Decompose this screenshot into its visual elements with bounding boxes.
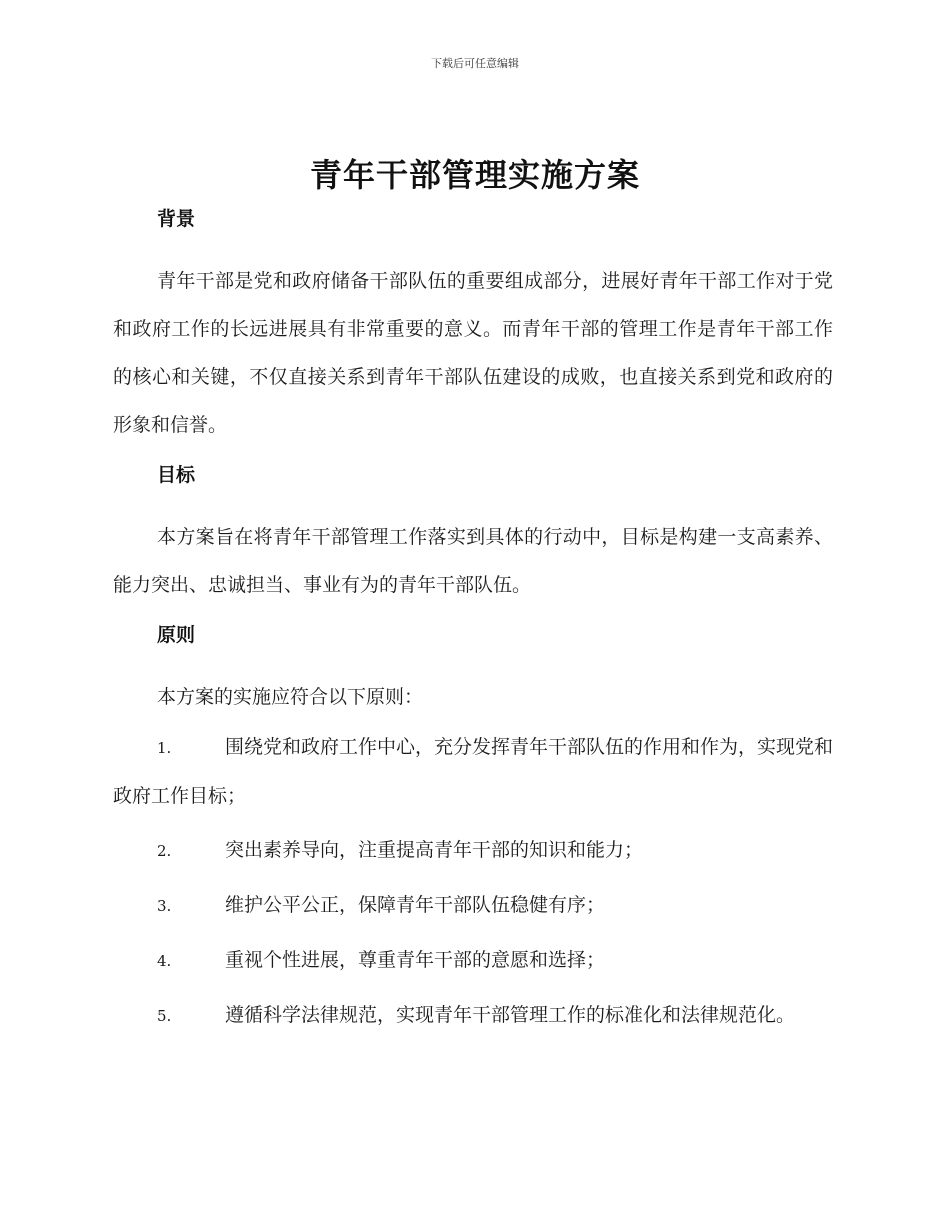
list-item [113, 936, 833, 985]
list-item-number: 3. [157, 897, 172, 915]
section-heading-background: 背景 [157, 208, 196, 230]
list-item-text: 遵循科学法律规范，实现青年干部管理工作的标准化和法律规范化。 [225, 1004, 796, 1026]
list-item-text: 维护公平公正，保障青年干部队伍稳健有序； [225, 894, 606, 916]
list-item [113, 991, 833, 1040]
section-heading-goal: 目标 [157, 464, 196, 486]
list-item [113, 723, 833, 820]
list-item [113, 881, 833, 930]
list-item-number: 4. [157, 952, 172, 970]
list-item-number: 2. [157, 842, 172, 860]
list-item-text: 突出素养导向，注重提高青年干部的知识和能力； [225, 839, 644, 861]
principles-list [113, 723, 833, 1040]
section-heading-principles: 原则 [157, 624, 196, 646]
header-note: 下载后可任意编辑 [431, 57, 519, 70]
list-item-number: 1. [157, 739, 172, 757]
document-body [113, 203, 833, 1046]
list-item-text: 重视个性进展，尊重青年干部的意愿和选择； [225, 949, 606, 971]
list-item [113, 826, 833, 875]
goal-paragraph: 本方案旨在将青年干部管理工作落实到具体的行动中，目标是构建一支高素养、能力突出、忠诚担当、事业有为的青年干部队伍。 [113, 526, 833, 596]
section-spacer [113, 611, 833, 619]
document-title: 青年干部管理实施方案 [309, 156, 640, 194]
background-paragraph: 青年干部是党和政府储备干部队伍的重要组成部分，进展好青年干部工作对于党和政府工作的长远进展具有非常重要的意义。而青年干部的管理工作是青年干部工作的核心和关键，不仅直接关系到青年干部队伍建设的成败，也直接关系到党和政府的形象和信誉。 [113, 270, 833, 436]
section-spacer [113, 451, 833, 459]
principles-intro: 本方案的实施应符合以下原则： [157, 686, 424, 708]
list-item-text: 围绕党和政府工作中心，充分发挥青年干部队伍的作用和作为，实现党和政府工作目标； [113, 736, 834, 807]
list-item-number: 5. [157, 1007, 172, 1025]
